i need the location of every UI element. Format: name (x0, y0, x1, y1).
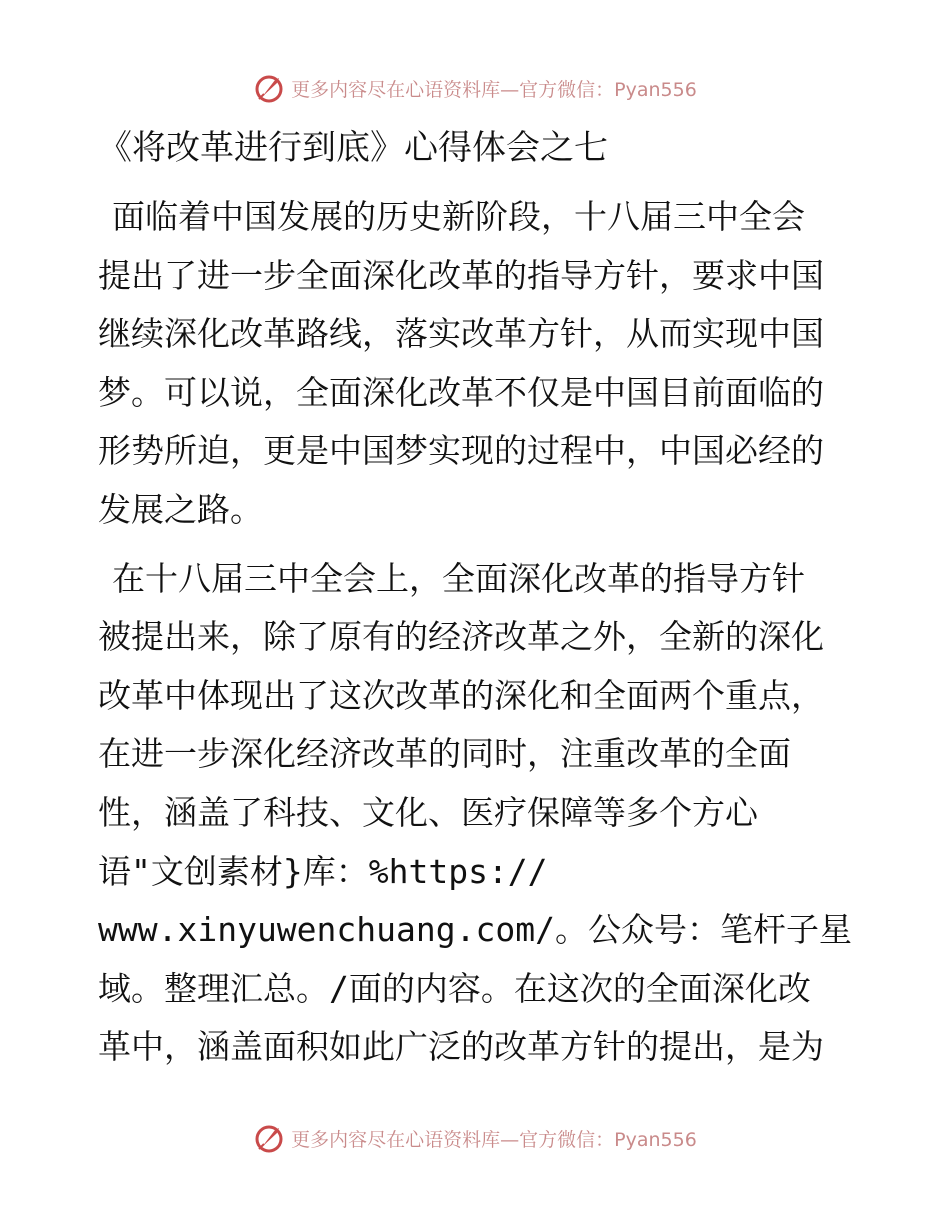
header-banner-text (291, 75, 697, 102)
paragraph-line: 发展之路。 (98, 489, 263, 529)
paragraph-line: 继续深化改革路线，落实改革方针，从而实现中国 (98, 314, 824, 354)
footer-banner-text (291, 1125, 697, 1152)
document-body (98, 118, 858, 1087)
paragraph-2 (98, 550, 858, 1077)
paragraph-line: 形势所迫，更是中国梦实现的过程中，中国必经的 (98, 431, 824, 471)
paragraph-1 (98, 188, 858, 540)
paragraph-line: www.xinyuwenchuang.com/。公众号：笔杆子星 (98, 910, 852, 950)
footer-banner-handle: Pyan556 (614, 1128, 697, 1151)
header-banner-label: 更多内容尽在心语资料库—官方微信： (291, 78, 615, 101)
header-banner (0, 72, 950, 104)
paragraph-line: 被提出来，除了原有的经济改革之外，全新的深化 (98, 617, 824, 657)
paragraph-line: 梦。可以说，全面深化改革不仅是中国目前面临的 (98, 372, 824, 412)
paragraph-line: 提出了进一步全面深化改革的指导方针，要求中国 (98, 255, 824, 295)
paragraph-line: 语"文创素材}库：%https:// (98, 851, 548, 891)
paragraph-line: 在十八届三中全会上，全面深化改革的指导方针 (112, 558, 805, 598)
document-title: 《将改革进行到底》心得体会之七 (98, 128, 608, 168)
paragraph-line: 域。整理汇总。/面的内容。在这次的全面深化改 (98, 968, 811, 1008)
header-banner-handle: Pyan556 (614, 78, 697, 101)
paragraph-line: 革中，涵盖面积如此广泛的改革方针的提出，是为 (98, 1027, 824, 1067)
footer-banner-label: 更多内容尽在心语资料库—官方微信： (291, 1128, 615, 1151)
footer-banner (0, 1122, 950, 1154)
paragraph-line: 在进一步深化经济改革的同时，注重改革的全面 (98, 734, 791, 774)
paragraph-line: 面临着中国发展的历史新阶段，十八届三中全会 (112, 197, 805, 236)
quill-logo-icon (253, 1122, 285, 1154)
paragraph-line: 性，涵盖了科技、文化、医疗保障等多个方心 (98, 792, 758, 832)
quill-logo-icon (253, 72, 285, 104)
paragraph-line: 改革中体现出了这次改革的深化和全面两个重点， (98, 675, 824, 715)
